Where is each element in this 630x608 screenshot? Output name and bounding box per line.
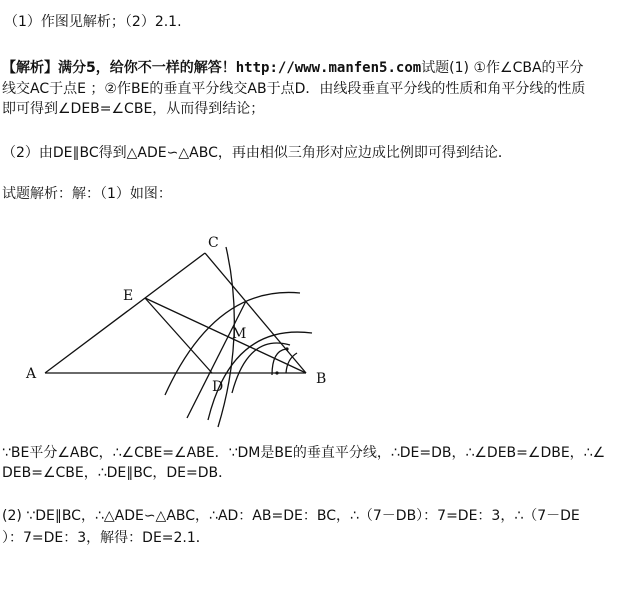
proof-line-1: ∵BE平分∠ABC，∴∠CBE=∠ABE．∵DM是BE的垂直平分线，∴DE=DB，∴∠DEB=∠DBE，∴∠: [2, 445, 606, 461]
arc-point: [285, 347, 288, 350]
label-a: A: [26, 366, 37, 382]
geometry-figure: [0, 225, 360, 430]
part2-line-2: ）：7=DE：3，解得：DE=2.1．: [2, 530, 210, 546]
segment-be: [145, 298, 306, 373]
label-c: C: [208, 235, 219, 251]
label-b: B: [316, 371, 327, 387]
side-bc: [205, 253, 306, 373]
arc-point: [275, 371, 278, 374]
analysis-line-1-rest: 试题(1) ①作∠CBA的平分: [421, 60, 584, 76]
analysis-line-3: 即可得到∠DEB=∠CBE，从而得到结论；: [2, 101, 265, 117]
analysis-line-2: 线交AC于点E ；②作BE的垂直平分线交AB于点D．由线段垂直平分线的性质和角平分线的性质: [2, 81, 586, 97]
site-url[interactable]: http://www.manfen5.com: [235, 60, 422, 76]
perpendicular-bisector-dm: [187, 301, 246, 418]
analysis-tag: 【解析】满分5，给你不一样的解答！: [2, 60, 236, 76]
label-d: D: [212, 379, 224, 395]
solution-intro: 试题解析：解：（1）如图：: [2, 186, 172, 202]
analysis-line-1: [2, 60, 584, 76]
part2-line-1: (2) ∵DE∥BC，∴△ADE∽△ABC，∴AD：AB=DE：BC，∴（7－DB）：7=DE：3，∴（7－DE: [2, 508, 580, 524]
proof-line-2: DEB=∠CBE，∴DE∥BC，DE=DB．: [2, 465, 233, 481]
label-m: M: [232, 326, 247, 342]
side-ac: [45, 253, 205, 373]
analysis-line-4: （2）由DE∥BC得到△ADE∽△ABC，再由相似三角形对应边成比例即可得到结论．: [2, 145, 512, 161]
answer-summary: （1）作图见解析；（2）2.1.: [4, 14, 182, 30]
label-e: E: [123, 288, 134, 304]
